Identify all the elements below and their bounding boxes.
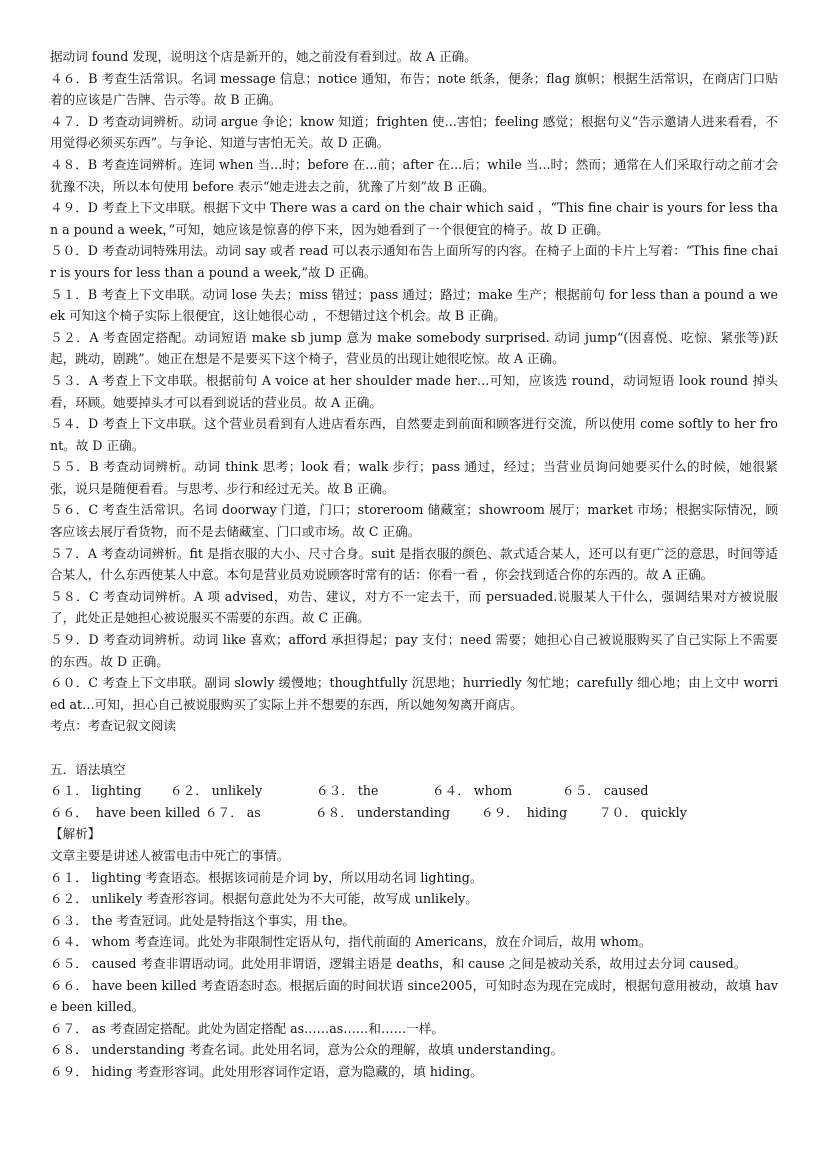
explanation-paragraph: ６６． have been killed 考查语态时态。根据后面的时间状语 since2005，可知时态为现在完成时，根据句意用被动，故填 have been killed。 <box>50 977 778 1015</box>
explanation-paragraph: ６８． understanding 考查名词。此处用名词，意为公众的理解，故填 understanding。 <box>50 1042 564 1058</box>
answer-paragraph: ５４．D 考查上下文串联。这个营业员看到有人进店看东西，自然要走到前面和顾客进行交流，所以使用 come softly to her front。故 D 正确。 <box>50 416 778 453</box>
answer-key-item: ６９． hiding <box>481 804 568 820</box>
answer-key-item: ６４． whom <box>432 783 513 799</box>
answer-paragraph: ５８．C 考查动词辨析。A 项 advised，劝告、建议，对方不一定去干，而 persuaded.说服某人干什么，强调结果对方被说服了，此处正是她担心被说服买不需要的东西。故 C 正确。 <box>50 588 778 626</box>
answer-paragraph: ５５．B 考查动词辨析。动词 think 思考；look 看；walk 步行；pass 通过，经过；当营业员询问她要买什么的时候，她很紧张，说只是随便看看。与思考、步行和经过无关。故 B 正确。 <box>50 459 778 496</box>
explanation-paragraph: ６９． hiding 考查形容词。此处用形容词作定语，意为隐藏的，填 hiding。 <box>50 1063 483 1079</box>
answer-paragraph: ５３．A 考查上下文串联。根据前句 A voice at her shoulder made her…可知，应该选 round，动词短语 look round 掉头看，环顾。她要掉头才可以看到说话的营业员。故 A 正确。 <box>50 372 778 410</box>
answer-key-item: ６８． understanding <box>315 804 450 820</box>
answer-key-item: ６５． caused <box>562 783 649 799</box>
answer-key-item: ７０． quickly <box>599 804 687 820</box>
answer-paragraph: ５２．A 考查固定搭配。动词短语 make sb jump 意为 make somebody surprised. 动词 jump“(因喜悦、吃惊、紧张等)跃起，跳动，剧跳”。她正在想是不是要买下这个椅子，营业员的出现让她很吃惊。故 A 正确。 <box>50 329 778 367</box>
answer-key-item: ６３． the <box>316 783 379 799</box>
answer-paragraph: ５０．D 考查动词特殊用法。动词 say 或者 read 可以表示通知布告上面所写的内容。在椅子上面的卡片上写着：“This fine chair is yours for less than a pound a week,”故 D 正确。 <box>50 243 778 280</box>
answer-paragraph: 据动词 found 发现，说明这个店是新开的，她之前没有看到过。故 A 正确。 <box>50 49 477 64</box>
document-page <box>50 46 778 1083</box>
answer-paragraph: ４７．D 考查动词辨析。动词 argue 争论；know 知道；frighten 使...害怕；feeling 感觉；根据句义“告示邀请人进来看看，不用觉得必须买东西”。与争论、知道与害怕无关。故 D 正确。 <box>50 113 778 151</box>
explanation-paragraph: ６７． as 考查固定搭配。此处为固定搭配 as……as……和……一样。 <box>50 1020 444 1036</box>
analysis-summary: 文章主要是讲述人被雷电击中死亡的事情。 <box>50 847 290 863</box>
answer-paragraph: ５１．B 考查上下文串联。动词 lose 失去；miss 错过；pass 通过；路过；make 生产；根据前句 for less than a pound a week 可知这个椅子实际上很便宜，这让她很心动 ，不想错过这个机会。故 B 正确。 <box>50 286 778 324</box>
test-point-note: 考点：考查记叙文阅读 <box>50 718 176 734</box>
answer-paragraph: ４９．D 考查上下文串联。根据下文中 There was a card on the chair which said ，“This fine chair is yours for less than a pound a week，”可知，她应该是惊喜的停下来，因为她看到了一个很便宜的椅子。故 D 正确。 <box>50 200 778 237</box>
answer-paragraph: ５９．D 考查动词辨析。动词 like 喜欢；afford 承担得起；pay 支付；need 需要；她担心自己被说服购买了自己实际上不需要的东西。故 D 正确。 <box>50 632 778 669</box>
section-heading: 五．语法填空 <box>50 761 126 777</box>
answer-key-row <box>50 802 778 824</box>
explanation-paragraph: ６３． the 考查冠词。此处是特指这个事实，用 the。 <box>50 912 356 928</box>
answer-paragraph: ４８．B 考查连词辨析。连词 when 当...时；before 在...前；after 在...后；while 当...时；然而；通常在人们采取行动之前才会犹豫不决，所以本句使用 before 表示“她走进去之前，犹豫了片刻”故 B 正确。 <box>50 156 778 194</box>
answer-key-item: ６６． have been killed <box>50 804 201 820</box>
answer-key-row <box>50 780 778 802</box>
analysis-label: 【解析】 <box>50 826 101 842</box>
answer-paragraph: ４６．B 考查生活常识。名词 message 信息；notice 通知，布告；note 纸条，便条；flag 旗帜；根据生活常识，在商店门口贴着的应该是广告牌、告示等。故 B 正确。 <box>50 70 778 108</box>
answer-paragraph: ６０．C 考查上下文串联。副词 slowly 缓慢地；thoughtfully 沉思地；hurriedly 匆忙地；carefully 细心地；由上文中 worried at…可知，担心自己被说服购买了实际上并不想要的东西，所以她匆匆离开商店。 <box>50 675 778 712</box>
explanation-paragraph: ６５． caused 考查非谓语动词。此处用非谓语，逻辑主语是 deaths，和 cause 之间是被动关系，故用过去分词 caused。 <box>50 955 747 971</box>
explanation-paragraph: ６１． lighting 考查语态。根据该词前是介词 by，所以用动名词 lighting。 <box>50 869 483 885</box>
answer-paragraph: ５６．C 考查生活常识。名词 doorway 门道，门口；storeroom 储藏室；showroom 展厅；market 市场；根据实际情况，顾客应该去展厅看货物，而不是去储藏室、门口或市场。故 C 正确。 <box>50 502 778 540</box>
explanation-paragraph: ６４． whom 考查连词。此处为非限制性定语从句，指代前面的 Americans，放在介词后，故用 whom。 <box>50 934 652 950</box>
answer-key-item: ６２． unlikely <box>170 783 263 799</box>
answer-paragraph: ５７．A 考查动词辨析。fit 是指衣服的大小、尺寸合身。suit 是指衣服的颜色、款式适合某人，还可以有更广泛的意思，时间等适合某人，什么东西使某人中意。本句是营业员劝说顾客时常有的话：你看一看 ，你会找到适合你的东西的。故 A 正确。 <box>50 545 778 583</box>
explanation-paragraph: ６２． unlikely 考查形容词。根据句意此处为不大可能，故写成 unlikely。 <box>50 891 478 907</box>
answer-key-item: ６７． as <box>205 804 261 820</box>
spacer <box>50 737 778 759</box>
answer-key-item: ６１． lighting <box>50 783 142 799</box>
